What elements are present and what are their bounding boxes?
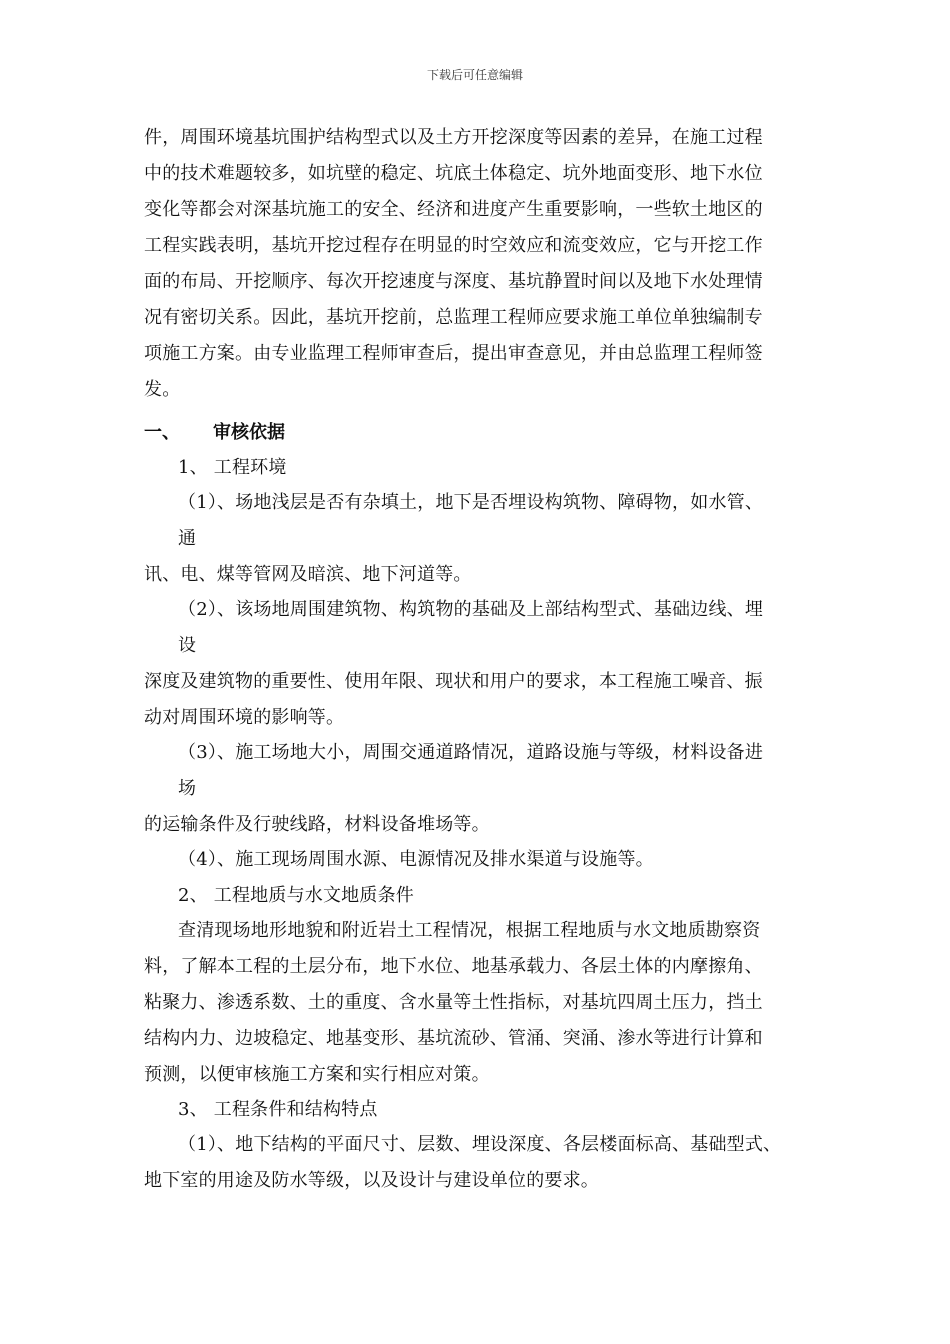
subsection-title: 1、 工程环境	[178, 457, 287, 478]
paragraph-line: 面的布局、开挖顺序、每次开挖速度与深度、基坑静置时间以及地下水处理情	[144, 271, 763, 292]
page-header: 下载后可任意编辑	[426, 68, 523, 82]
paragraph-line: 件，周围环境基坑围护结构型式以及土方开挖深度等因素的差异，在施工过程	[144, 127, 763, 148]
paragraph-line: 况有密切关系。因此，基坑开挖前，总监理工程师应要求施工单位单独编制专	[144, 307, 763, 328]
paragraph-line: 设	[178, 635, 197, 656]
paragraph-line: 变化等都会对深基坑施工的安全、经济和进度产生重要影响，一些软土地区的	[144, 199, 763, 220]
section-title: 审核依据	[213, 422, 285, 443]
paragraph-line: 粘聚力、渗透系数、土的重度、含水量等土性指标，对基坑四周土压力，挡土	[144, 992, 763, 1013]
subsection-title: 2、 工程地质与水文地质条件	[178, 885, 414, 906]
paragraph-line: （2）、该场地周围建筑物、构筑物的基础及上部结构型式、基础边线、埋	[178, 599, 764, 620]
paragraph-line: 预测，以便审核施工方案和实行相应对策。	[144, 1064, 490, 1085]
paragraph-line: 动对周围环境的影响等。	[144, 707, 345, 728]
section-number: 一、	[144, 422, 180, 443]
paragraph-line: （1）、场地浅层是否有杂填土，地下是否埋设构筑物、障碍物，如水管、	[178, 492, 764, 513]
paragraph-line: 项施工方案。由专业监理工程师审查后，提出审查意见，并由总监理工程师签	[144, 343, 763, 364]
paragraph-line: 的运输条件及行驶线路，材料设备堆场等。	[144, 814, 490, 835]
paragraph-line: 工程实践表明，基坑开挖过程存在明显的时空效应和流变效应，它与开挖工作	[144, 235, 763, 256]
paragraph-line: 地下室的用途及防水等级，以及设计与建设单位的要求。	[144, 1170, 599, 1191]
paragraph-line: 通	[178, 528, 197, 549]
paragraph-line: （3）、施工场地大小，周围交通道路情况，道路设施与等级，材料设备进	[178, 742, 764, 763]
paragraph-line: 结构内力、边坡稳定、地基变形、基坑流砂、管涌、突涌、渗水等进行计算和	[144, 1028, 763, 1049]
paragraph-line: 讯、电、煤等管网及暗滨、地下河道等。	[144, 564, 472, 585]
paragraph-line: 料，了解本工程的土层分布，地下水位、地基承载力、各层土体的内摩擦角、	[144, 956, 763, 977]
paragraph-line: （1）、地下结构的平面尺寸、层数、埋设深度、各层楼面标高、基础型式、	[178, 1134, 782, 1155]
paragraph-line: 场	[178, 778, 197, 799]
paragraph-line: 查清现场地形地貌和附近岩土工程情况，根据工程地质与水文地质勘察资	[178, 920, 761, 941]
paragraph-line: 中的技术难题较多，如坑壁的稳定、坑底土体稳定、坑外地面变形、地下水位	[144, 163, 763, 184]
subsection-title: 3、 工程条件和结构特点	[178, 1099, 378, 1120]
paragraph-line: （4）、施工现场周围水源、电源情况及排水渠道与设施等。	[178, 849, 654, 870]
paragraph-line: 深度及建筑物的重要性、使用年限、现状和用户的要求，本工程施工噪音、振	[144, 671, 763, 692]
paragraph-line: 发。	[144, 379, 181, 400]
